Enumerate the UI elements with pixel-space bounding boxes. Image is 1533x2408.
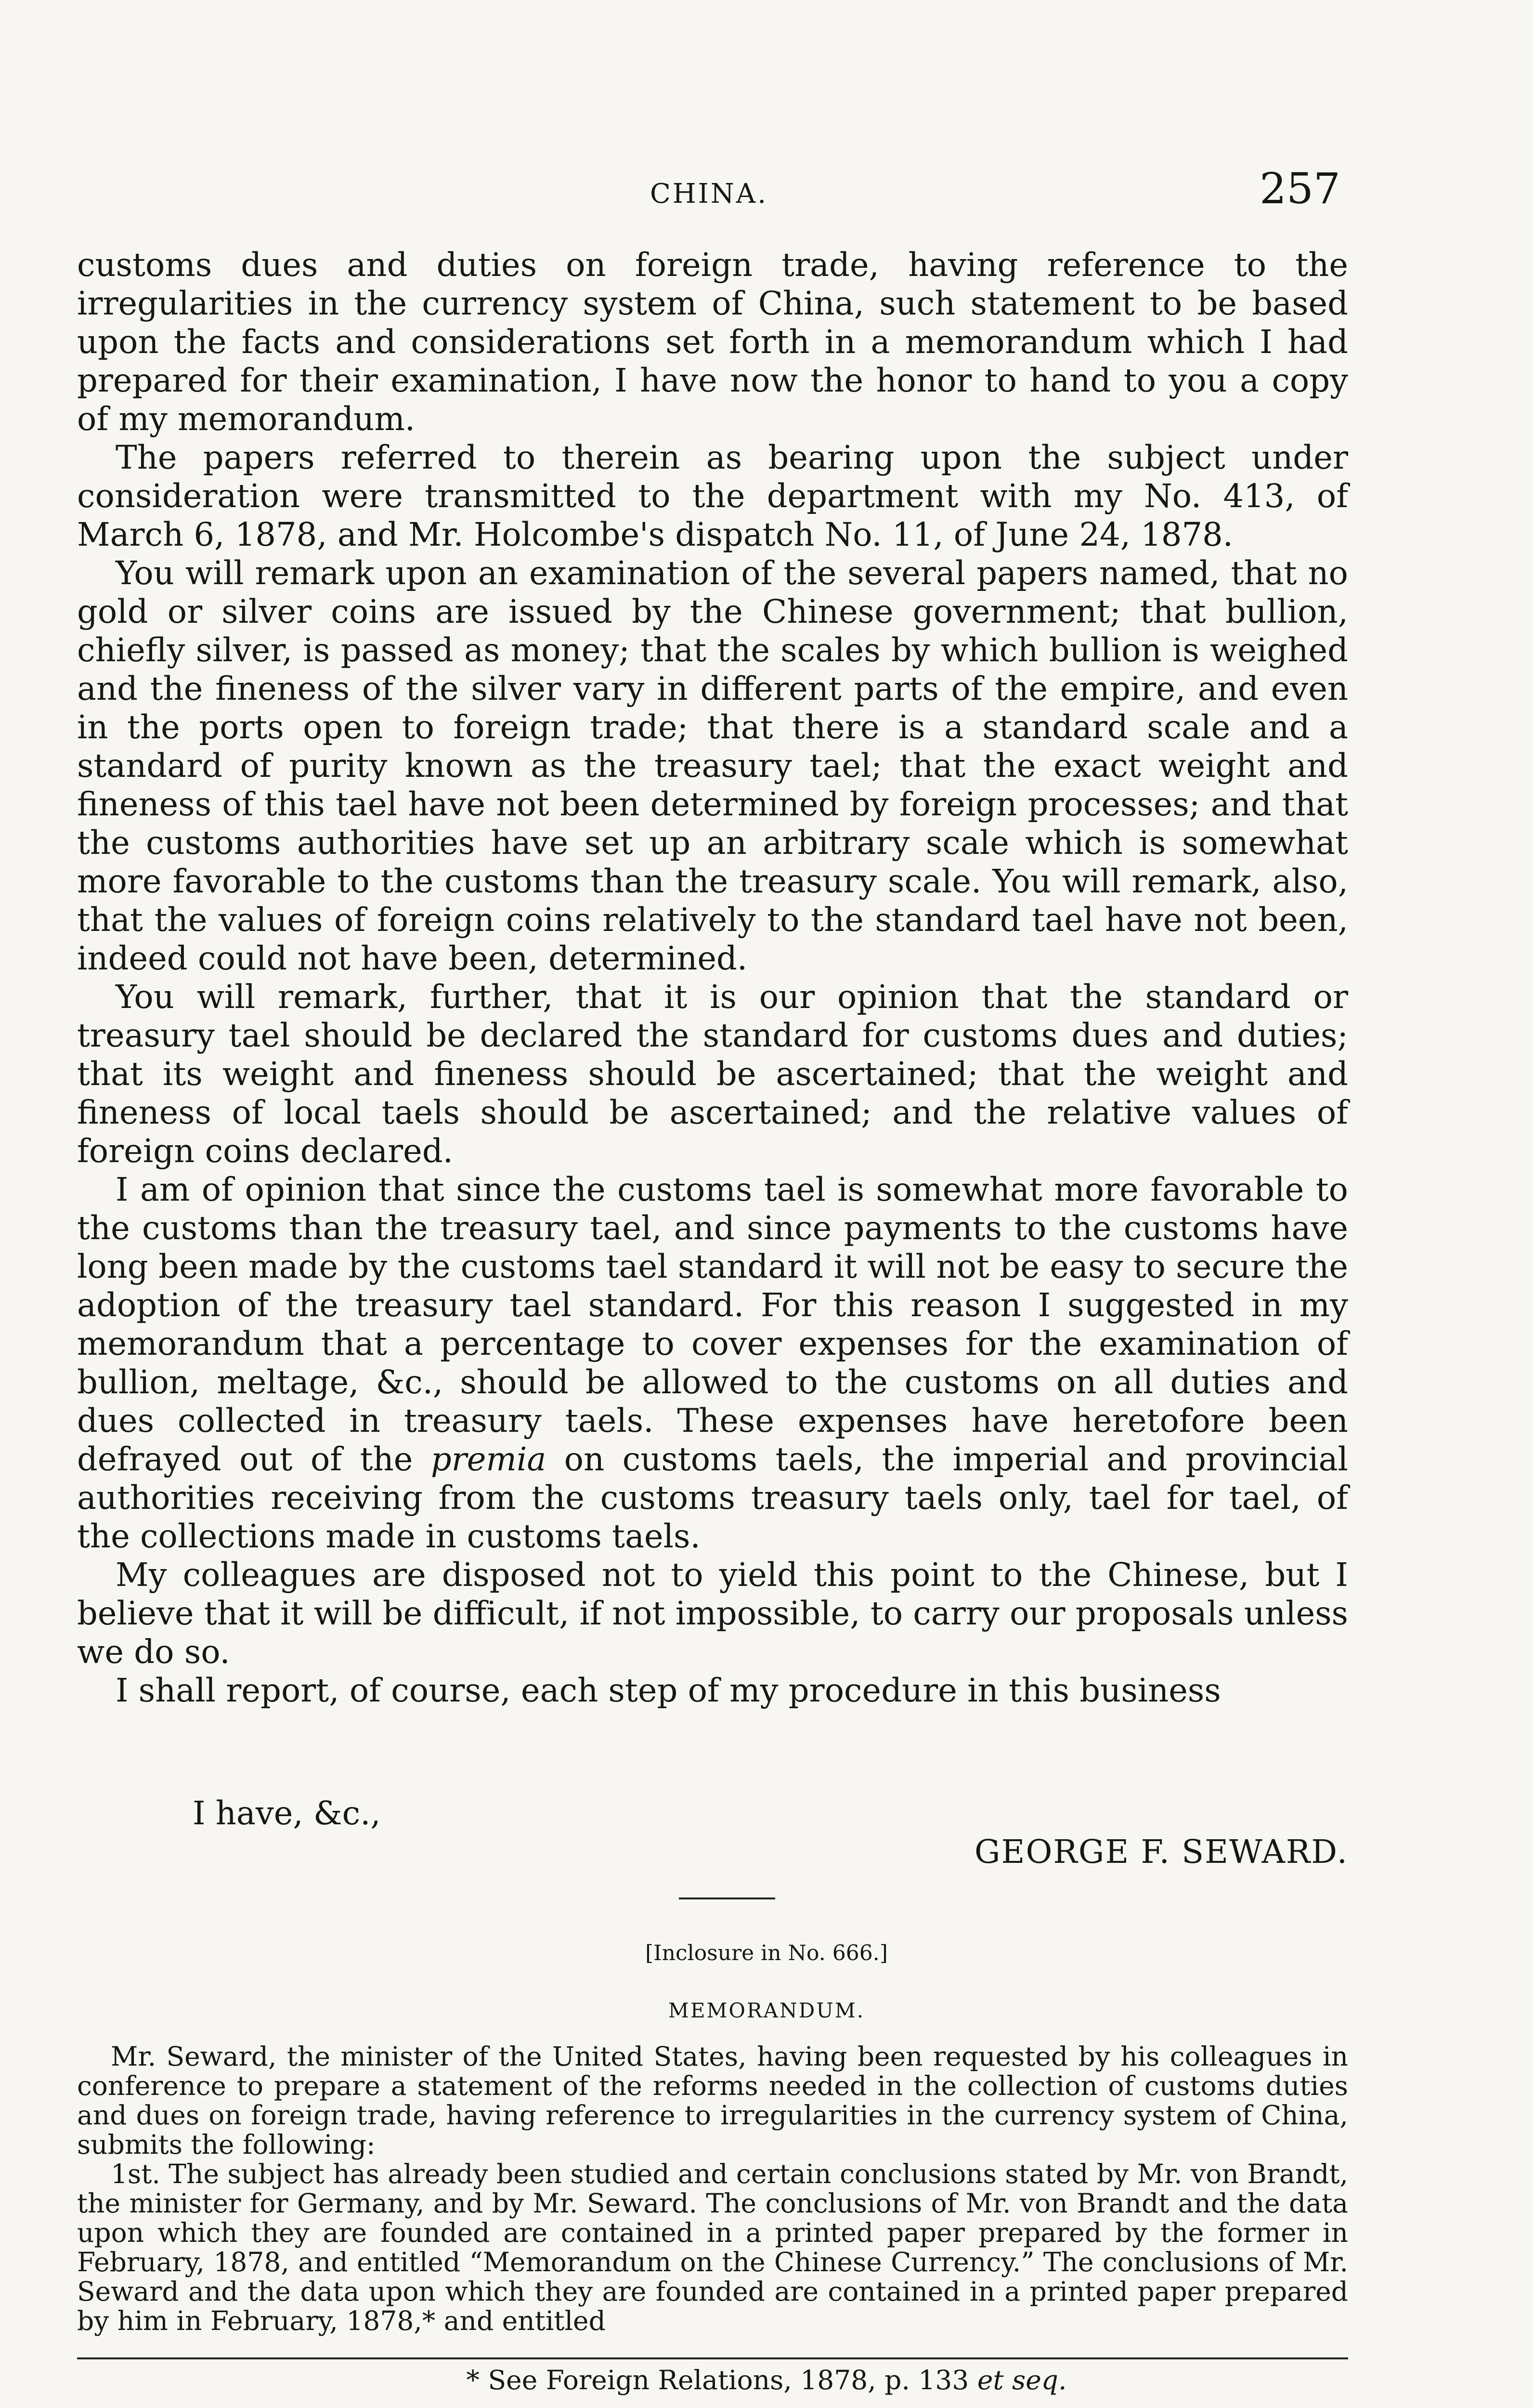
page-header	[0, 164, 1533, 217]
memorandum-title: MEMORANDUM.	[668, 1999, 865, 2022]
footnote-italic: et seq.	[977, 2365, 1067, 2395]
page-number: 257	[1260, 164, 1340, 213]
letter-closing	[77, 1794, 1348, 1871]
letter-body	[77, 246, 1348, 1710]
body-paragraph: The papers referred to therein as bearing upon the subject under consideration were transmitted to the department with my No. 413, of March 6, 1878, and Mr. Holcombe's dispatch No. 11, of June 24, 1878.	[77, 439, 1348, 553]
footnote-text: * See Foreign Relations, 1878, p. 133	[466, 2365, 969, 2395]
body-paragraph: customs dues and duties on foreign trade, having reference to the irregularities in the currency system of China, such statement to be based upon the facts and considerations set forth in a memorandum which I had prepared for their examination, I have now the honor to hand to you a copy of my memorandum.	[77, 246, 1348, 438]
signature: GEORGE F. SEWARD.	[974, 1833, 1348, 1871]
body-paragraph: I shall report, of course, each step of my procedure in this business	[116, 1672, 1221, 1709]
footnote	[0, 2365, 1533, 2395]
memorandum-body	[77, 2042, 1348, 2336]
memorandum-paragraph: Mr. Seward, the minister of the United States, having been requested by his colleagues in conference to prepare a statement of the reforms needed in the collection of customs duties and dues on foreign trade, having reference to irregularities in the currency system of China, submits the following:	[77, 2041, 1348, 2160]
footnote-rule	[77, 2357, 1348, 2359]
memorandum-paragraph: 1st. The subject has already been studied and certain conclusions stated by Mr. von Brandt, the minister for Germany, and by Mr. Seward. The conclusions of Mr. von Brandt and the data upon which they are founded are contained in a printed paper prepared by the former in February, 1878, and entitled “Memorandum on the Chinese Currency.” The conclusions of Mr. Seward and the data upon which they are founded are contained in a printed paper prepared by him in February, 1878,* and entitled	[77, 2159, 1348, 2336]
running-title: CHINA.	[650, 178, 768, 209]
body-paragraph: You will remark, further, that it is our opinion that the standard or treasury tael should be declared the standard for customs dues and duties; that its weight and fineness should be ascertained; that the weight and fineness of local taels should be ascertained; and the relative values of foreign coins declared.	[77, 978, 1348, 1170]
opinion-italic-term: premia	[430, 1440, 546, 1478]
complimentary-close: I have, &c.,	[193, 1794, 381, 1832]
opinion-text-before: I am of opinion that since the customs tael is somewhat more favorable to the customs than the treasury tael, and since payments to the customs have long been made by the customs tael standard it will not be easy to secure the adoption of the treasury tael standard. For this reason I suggested in my memorandum that a percentage to cover expenses for the examination of bullion, meltage, &c., should be allowed to the customs on all duties and dues collected in treasury taels. These expenses have heretofore been defrayed out of the	[77, 1171, 1348, 1478]
inclosure-note: [Inclosure in No. 666.]	[645, 1941, 888, 1965]
body-paragraph: You will remark upon an examination of the several papers named, that no gold or silver coins are issued by the Chinese government; that bullion, chiefly silver, is passed as money; that the scales by which bullion is weighed and the fineness of the silver vary in different parts of the empire, and even in the ports open to foreign trade; that there is a standard scale and a standard of purity known as the treasury tael; that the exact weight and fineness of this tael have not been determined by foreign processes; and that the customs authorities have set up an arbitrary scale which is somewhat more favorable to the customs than the treasury scale. You will remark, also, that the values of foreign coins relatively to the standard tael have not been, indeed could not have been, determined.	[77, 554, 1348, 977]
opinion-text-after: on customs taels, the imperial and provincial authorities receiving from the customs treasury taels only, tael for tael, of the collections made in customs taels.	[77, 1440, 1348, 1555]
body-paragraph: My colleagues are disposed not to yield this point to the Chinese, but I believe that it will be difficult, if not impossible, to carry our proposals unless we do so.	[77, 1556, 1348, 1671]
opinion-paragraph	[77, 1170, 1348, 1556]
section-divider	[679, 1898, 775, 1899]
